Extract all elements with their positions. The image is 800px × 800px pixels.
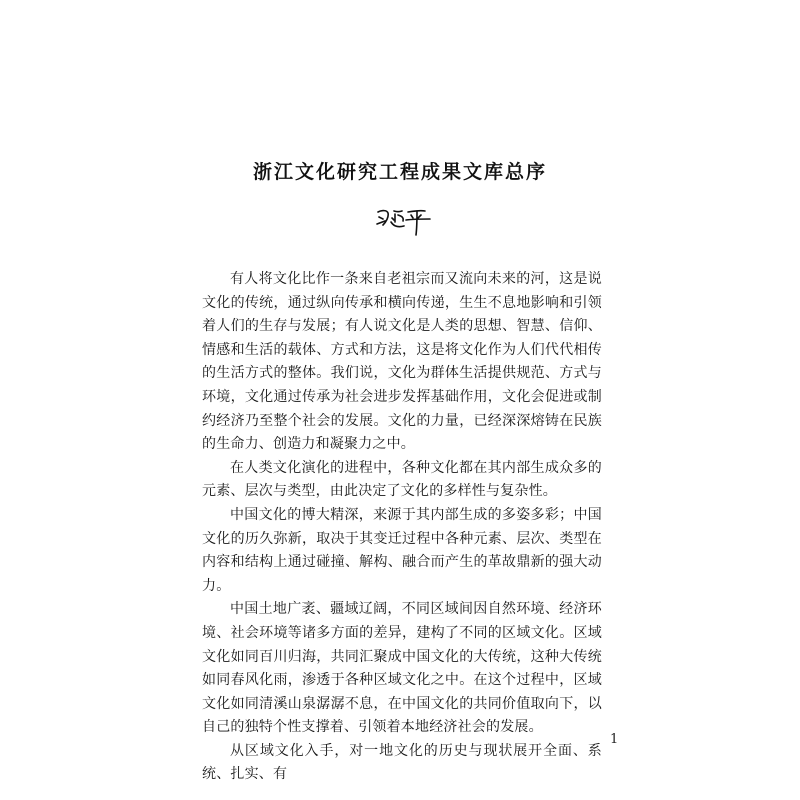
paragraph: 在人类文化演化的进程中，各种文化都在其内部生成众多的元素、层次与类型，由此决定了文化的多样性与复杂性。: [202, 459, 602, 500]
page-title: 浙江文化研究工程成果文库总序: [252, 161, 547, 183]
page-number: 1: [610, 732, 619, 747]
handwritten-signature: [372, 200, 442, 242]
paragraph: 中国土地广袤、疆域辽阔，不同区域间因自然环境、经济环境、社会环境等诸多方面的差异，建构了不同的区域文化。区域文化如同百川归海，共同汇聚成中国文化的大传统，这种大传统如同春风化雨，渗透于各种区域文化之中。在这个过程中，区域文化如同清溪山泉潺潺不息，在中国文化的共同价值取向下，以自己的独特个性支撑着、引领着本地经济社会的发展。: [202, 601, 602, 736]
paragraph: 中国文化的博大精深，来源于其内部生成的多姿多彩；中国文化的历久弥新，取决于其变迁过程中各种元素、层次、类型在内容和结构上通过碰撞、解构、融合而产生的革故鼎新的强大动力。: [202, 506, 602, 594]
paragraph: 有人将文化比作一条来自老祖宗而又流向未来的河，这是说文化的传统，通过纵向传承和横向传递，生生不息地影响和引领着人们的生存与发展；有人说文化是人类的思想、智慧、信仰、情感和生活的载体、方式和方法，这是将文化作为人们代代相传的生活方式的整体。我们说，文化为群体生活提供规范、方式与环境，文化通过传承为社会进步发挥基础作用，文化会促进或制约经济乃至整个社会的发展。文化的力量，已经深深熔铸在民族的生命力、创造力和凝聚力之中。: [202, 271, 602, 453]
paragraph: 从区域文化入手，对一地文化的历史与现状展开全面、系统、扎实、有: [202, 742, 602, 783]
body-text: [202, 268, 602, 787]
